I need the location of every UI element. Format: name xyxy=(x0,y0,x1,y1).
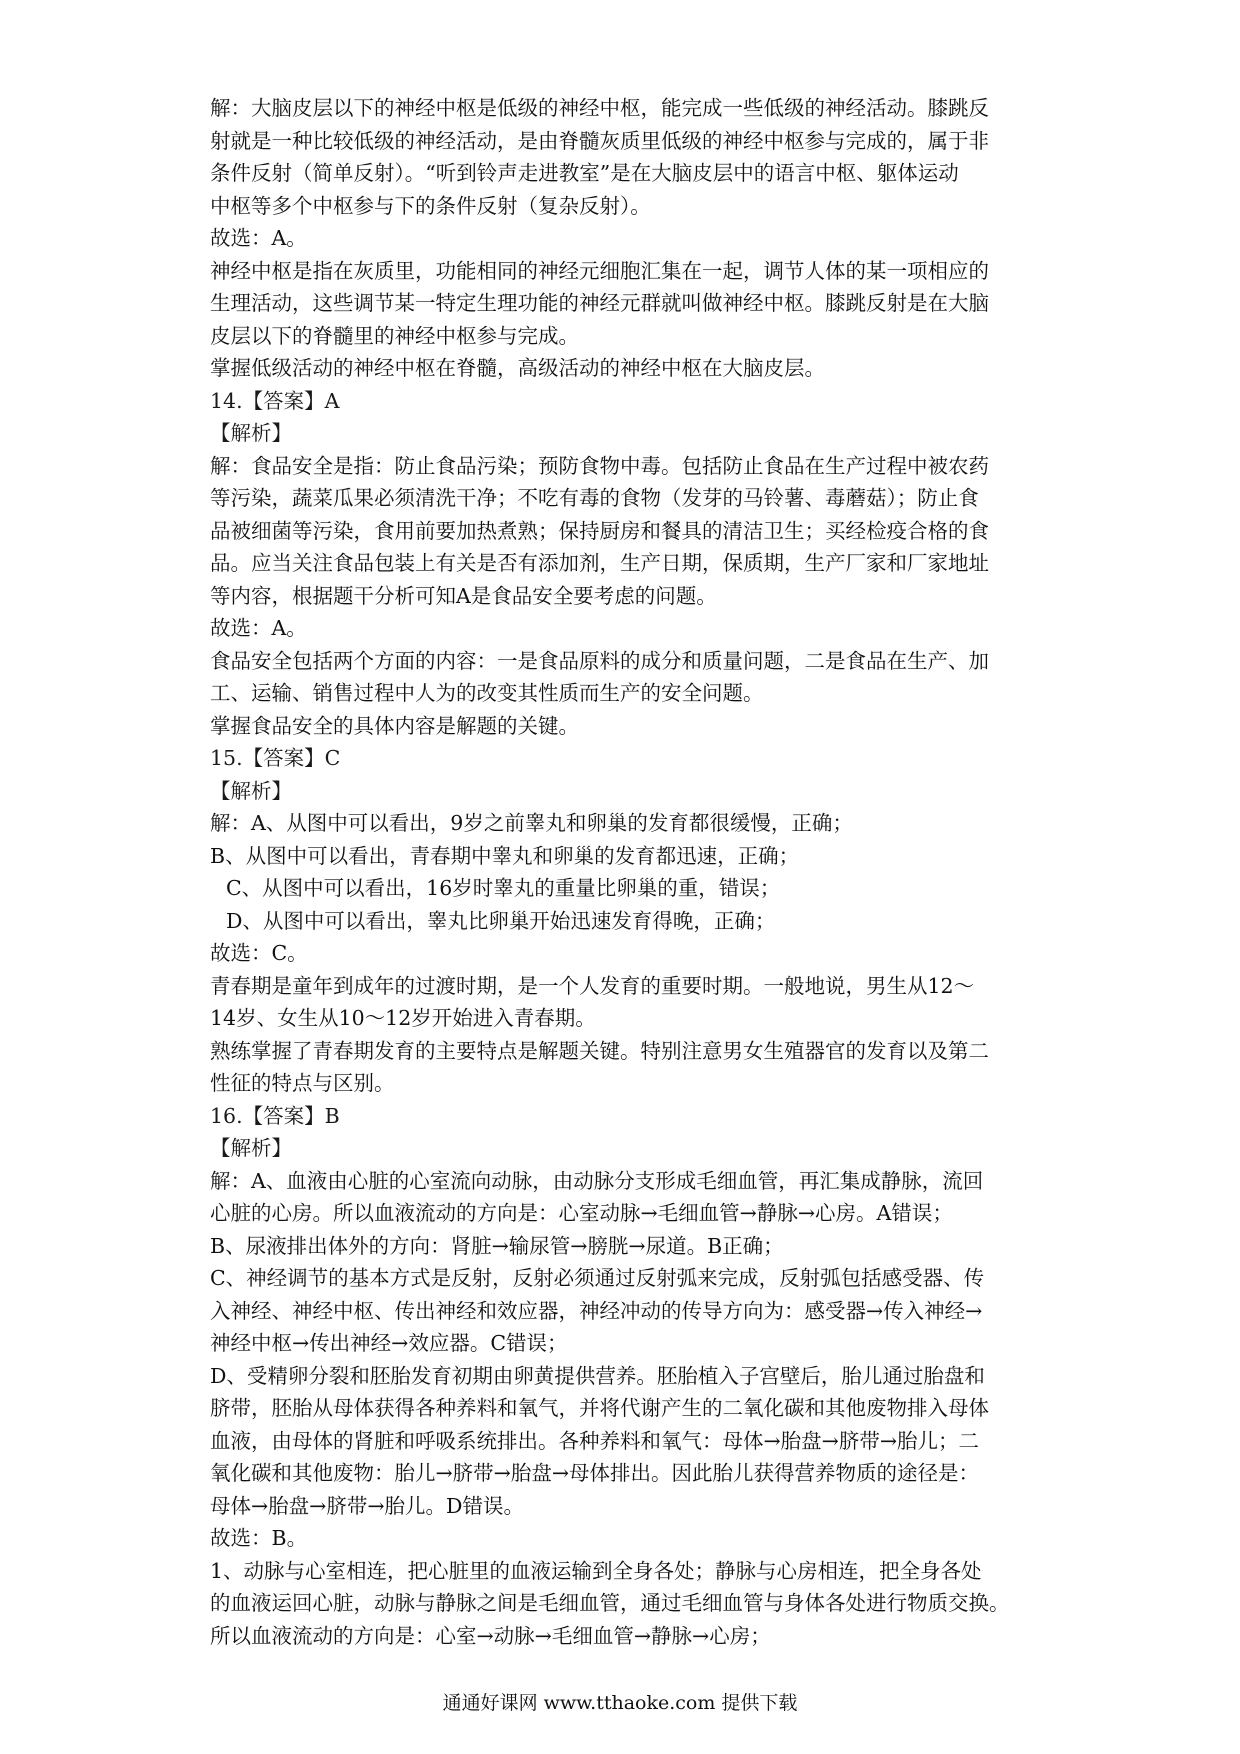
text-line: 条件反射（简单反射）。“听到铃声走进教室”是在大脑皮层中的语言中枢、躯体运动 xyxy=(210,161,959,185)
text-line: 1、动脉与心室相连，把心脏里的血液运输到全身各处；静脉与心房相连，把全身各处 xyxy=(210,1558,982,1583)
text-line: 等污染，蔬菜瓜果必须清洗干净；不吃有毒的食物（发芽的马铃薯、毒蘑菇）；防止食 xyxy=(210,486,979,510)
text-line: 解：大脑皮层以下的神经中枢是低级的神经中枢，能完成一些低级的神经活动。膝跳反 xyxy=(210,96,989,120)
page-footer: 通通好课网 www.tthaoke.com 提供下载 xyxy=(442,1692,798,1714)
analysis-heading: 【解析】 xyxy=(210,421,292,445)
question-16-answer: 16.【答案】B xyxy=(210,1103,340,1128)
text-line: 故选：C。 xyxy=(210,941,308,965)
analysis-heading: 【解析】 xyxy=(210,1136,292,1160)
text-line: D、从图中可以看出，睾丸比卵巢开始迅速发育得晚，正确； xyxy=(226,908,776,933)
text-line: 中枢等多个中枢参与下的条件反射（复杂反射）。 xyxy=(210,193,651,218)
text-line: 品。应当关注食品包装上有关是否有添加剂，生产日期，保质期，生产厂家和厂家地址 xyxy=(210,551,989,575)
text-line: 射就是一种比较低级的神经活动，是由脊髓灰质里低级的神经中枢参与完成的，属于非 xyxy=(210,128,989,153)
text-line: 的血液运回心脏，动脉与静脉之间是毛细血管，通过毛细血管与身体各处进行物质交换。 xyxy=(210,1591,1010,1615)
text-line: 脐带，胚胎从母体获得各种养料和氧气，并将代谢产生的二氧化碳和其他废物排入母体 xyxy=(210,1396,989,1420)
text-line: 故选：A。 xyxy=(210,226,307,250)
question-14-answer: 14.【答案】A xyxy=(210,388,340,413)
text-line: 故选：B。 xyxy=(210,1526,308,1550)
text-line: B、尿液排出体外的方向：肾脏→输尿管→膀胱→尿道。B正确； xyxy=(210,1233,784,1258)
text-line: 血液，由母体的肾脏和呼吸系统排出。各种养料和氧气：母体→胎盘→脐带→胎儿；二 xyxy=(210,1428,980,1453)
text-line: 青春期是童年到成年的过渡时期，是一个人发育的重要时期。一般地说，男生从12～ xyxy=(210,973,975,998)
text-line: 熟练掌握了青春期发育的主要特点是解题关键。特别注意男女生殖器官的发育以及第二 xyxy=(210,1038,989,1063)
text-line: 生理活动，这些调节某一特定生理功能的神经元群就叫做神经中枢。膝跳反射是在大脑 xyxy=(210,291,989,315)
text-line: C、神经调节的基本方式是反射，反射必须通过反射弧来完成，反射弧包括感受器、传 xyxy=(210,1266,985,1290)
text-line: 等内容，根据题干分析可知A是食品安全要考虑的问题。 xyxy=(210,583,717,608)
text-line: 入神经、神经中枢、传出神经和效应器，神经冲动的传导方向为：感受器→传入神经→ xyxy=(210,1298,983,1323)
text-line: 故选：A。 xyxy=(210,616,307,640)
text-line: 工、运输、销售过程中人为的改变其性质而生产的安全问题。 xyxy=(210,681,764,705)
text-line: 母体→胎盘→脐带→胎儿。D错误。 xyxy=(210,1493,524,1518)
text-line: 氧化碳和其他废物：胎儿→脐带→胎盘→母体排出。因此胎儿获得营养物质的途径是： xyxy=(210,1461,980,1485)
analysis-heading: 【解析】 xyxy=(210,778,292,803)
text-line: 性征的特点与区别。 xyxy=(210,1071,395,1095)
text-line: 神经中枢是指在灰质里，功能相同的神经元细胞汇集在一起，调节人体的某一项相应的 xyxy=(210,258,989,283)
text-line: 品被细菌等污染，食用前要加热煮熟；保持厨房和餐具的清洁卫生；买经检疫合格的食 xyxy=(210,518,989,543)
text-line: 解：A、从图中可以看出，9岁之前睾丸和卵巢的发育都很缓慢，正确； xyxy=(210,811,853,835)
text-line: 解：食品安全是指：防止食品污染；预防食物中毒。包括防止食品在生产过程中被农药 xyxy=(210,453,989,478)
text-line: 食品安全包括两个方面的内容：一是食品原料的成分和质量问题，二是食品在生产、加 xyxy=(210,648,989,673)
text-line: 皮层以下的脊髓里的神经中枢参与完成。 xyxy=(210,323,579,348)
text-line: 掌握食品安全的具体内容是解题的关键。 xyxy=(210,713,579,738)
text-line: 掌握低级活动的神经中枢在脊髓，高级活动的神经中枢在大脑皮层。 xyxy=(210,356,825,380)
text-line: 心脏的心房。所以血液流动的方向是：心室动脉→毛细血管→静脉→心房。A错误； xyxy=(210,1201,953,1225)
text-line: 所以血液流动的方向是：心室→动脉→毛细血管→静脉→心房； xyxy=(210,1623,771,1648)
text-line: 神经中枢→传出神经→效应器。C错误； xyxy=(210,1331,568,1355)
answer-explanation-text xyxy=(210,92,1040,1652)
text-line: 14岁、女生从10～12岁开始进入青春期。 xyxy=(210,1006,596,1030)
text-line: D、受精卵分裂和胚胎发育初期由卵黄提供营养。胚胎植入子宫壁后，胎儿通过胎盘和 xyxy=(210,1363,985,1388)
text-line: C、从图中可以看出，16岁时睾丸的重量比卵巢的重，错误； xyxy=(226,876,781,900)
text-line: 解：A、血液由心脏的心室流向动脉，由动脉分支形成毛细血管，再汇集成静脉，流回 xyxy=(210,1168,984,1193)
text-line: B、从图中可以看出，青春期中睾丸和卵巢的发育都迅速，正确； xyxy=(210,843,800,868)
question-15-answer: 15.【答案】C xyxy=(210,746,341,770)
